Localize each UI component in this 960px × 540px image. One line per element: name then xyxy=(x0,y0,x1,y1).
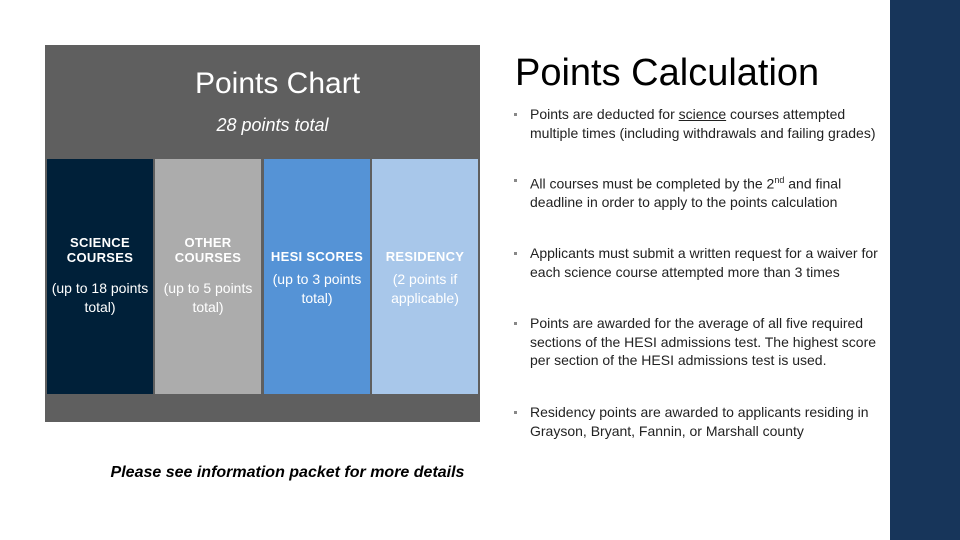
bullet-item: Applicants must submit a written request for a waiver for each science course attempted more than 3 times xyxy=(530,244,880,281)
column-detail: (up to 5 points total) xyxy=(163,280,253,315)
column-detail: (up to 18 points total) xyxy=(51,280,149,315)
bullet-item: Points are awarded for the average of all five required sections of the HESI admissions test. The highest score per section of the HESI admissions test is used. xyxy=(530,314,880,370)
side-accent-bar xyxy=(890,0,960,540)
column-hesi-scores xyxy=(264,159,370,394)
text: and final deadline in order to apply to the points calculation xyxy=(530,175,842,211)
column-heading: OTHER COURSES xyxy=(174,235,242,265)
chart-subtitle: 28 points total xyxy=(216,115,329,135)
underlined-text: science xyxy=(678,106,727,122)
column-detail: (2 points if applicable) xyxy=(391,271,459,306)
superscript: nd xyxy=(774,175,785,185)
text: courses attempted multiple times (including withdrawals and failing grades) xyxy=(530,106,876,141)
bullet-item xyxy=(530,171,880,212)
column-other-courses xyxy=(155,159,261,394)
column-heading: HESI SCORES xyxy=(270,249,364,264)
bullet-item: Residency points are awarded to applicants residing in Grayson, Bryant, Fannin, or Marshall county xyxy=(530,403,880,440)
column-heading: SCIENCE COURSES xyxy=(66,235,134,265)
chart-title: Points Chart xyxy=(194,67,361,100)
info-note: Please see information packet for more details xyxy=(110,464,465,481)
text: Points are deducted for xyxy=(530,106,679,122)
points-chart xyxy=(45,45,480,422)
calculation-title: Points Calculation xyxy=(515,52,820,94)
column-residency xyxy=(372,159,478,394)
column-detail: (up to 3 points total) xyxy=(272,271,362,306)
column-science-courses xyxy=(47,159,153,394)
bullet-item xyxy=(530,105,880,142)
column-heading: RESIDENCY xyxy=(385,249,465,264)
text: All courses must be completed by the 2 xyxy=(530,175,775,192)
